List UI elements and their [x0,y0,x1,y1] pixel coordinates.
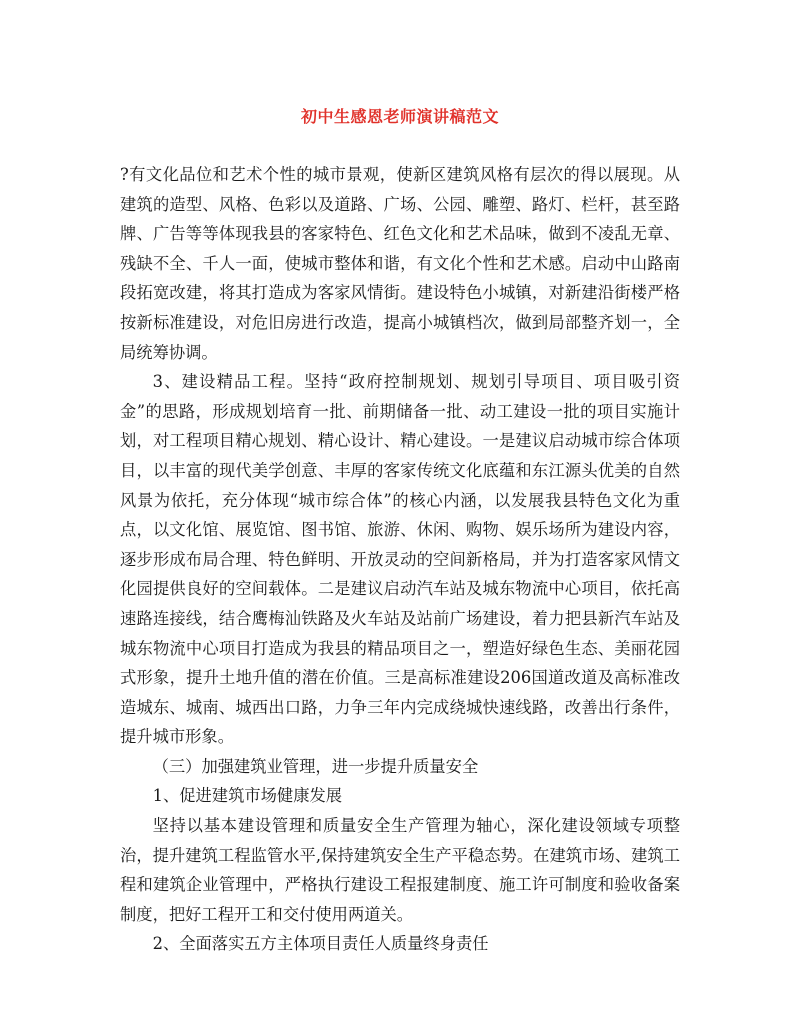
paragraph-1: ?有文化品位和艺术个性的城市景观，使新区建筑风格有层次的得以展现。从建筑的造型、风格、色彩以及道路、广场、公园、雕塑、路灯、栏杆，甚至路牌、广告等等体现我县的客家特色、红色文化和艺术品味，做到不凌乱无章、残缺不全、千人一面，使城市整体和谐，有文化个性和艺术感。启动中山路南段拓宽改建，将其打造成为客家风情街。建设特色小城镇，对新建沿街楼严格按新标准建设，对危旧房进行改造，提高小城镇档次，做到局部整齐划一，全局统筹协调。 [120,165,680,362]
subheading-2: 2、全面落实五方主体项目责任人质量终身责任 [152,934,489,954]
document-body [120,160,680,959]
document-title: 初中生感恩老师演讲稿范文 [300,107,499,126]
section-heading-3: （三）加强建筑业管理，进一步提升质量安全 [152,756,479,776]
subheading-1: 1、促进建筑市场健康发展 [152,786,343,806]
paragraph-3: 坚持以基本建设管理和质量安全生产管理为轴心，深化建设领域专项整治，提升建筑工程监管水平,保持建筑安全生产平稳态势。在建筑市场、建筑工程和建筑企业管理中，严格执行建设工程报建制度、施工许可制度和验收备案制度，把好工程开工和交付使用两道关。 [120,816,680,924]
paragraph-2: 3、建设精品工程。坚持“政府控制规划、规划引导项目、项目吸引资金”的思路，形成规划培育一批、前期储备一批、动工建设一批的项目实施计划，对工程项目精心规划、精心设计、精心建设。一是建议启动城市综合体项目，以丰富的现代美学创意、丰厚的客家传统文化底蕴和东江源头优美的自然风景为依托，充分体现“城市综合体”的核心内涵，以发展我县特色文化为重点，以文化馆、展览馆、图书馆、旅游、休闲、购物、娱乐场所为建设内容，逐步形成布局合理、特色鲜明、开放灵动的空间新格局，并为打造客家风情文化园提供良好的空间载体。二是建议启动汽车站及城东物流中心项目，依托高速路连接线，结合鹰梅汕铁路及火车站及站前广场建设，着力把县新汽车站及城东物流中心项目打造成为我县的精品项目之一，塑造好绿色生态、美丽花园式形象，提升土地升值的潜在价值。三是高标准建设206国道改道及高标准改造城东、城南、城西出口路，力争三年内完成绕城快速线路，改善出行条件，提升城市形象。 [120,372,680,747]
